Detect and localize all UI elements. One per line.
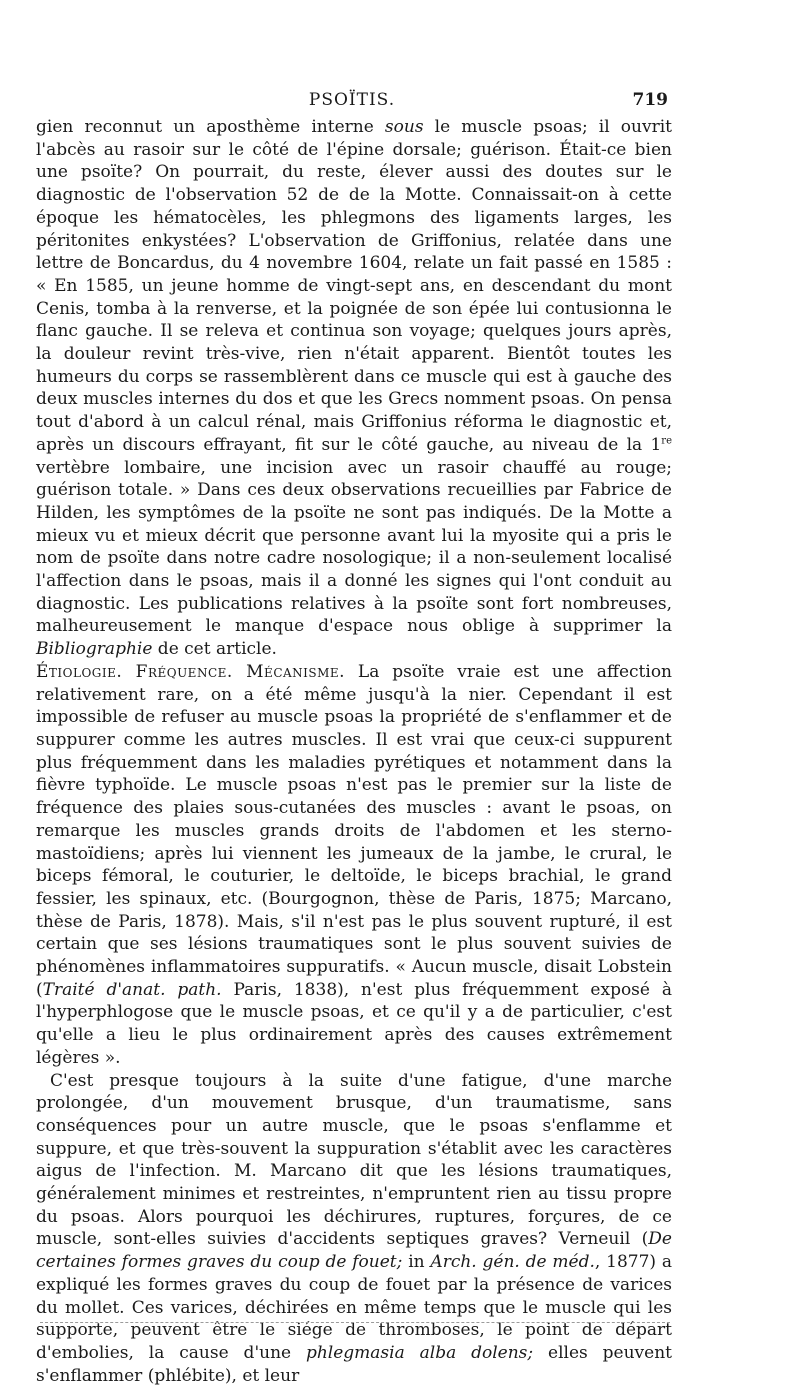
italic-text: Traité d'anat. path.	[42, 979, 222, 1000]
running-title: PSOÏTIS.	[308, 90, 396, 110]
page-body	[36, 116, 672, 1387]
italic-text: Arch. gén. de méd.	[430, 1252, 595, 1273]
paragraph-causes	[36, 1070, 672, 1387]
text-run: Paris, 1838), n'est plus fréquemment exposé à l'hyperphlogose que le muscle psoas, et ce qu'il y a de particulier, c'est qu'elle a lieu le plus ordinairement après des causes extrêmement légères ».	[36, 979, 673, 1068]
text-run: le muscle psoas; il ouvrit l'abcès au rasoir sur le côté de l'épine dorsale; guérison. Était-ce bien une psoïte? On pourrait, du reste, élever aussi des doutes sur le diagnostic de l'observation 52 de de la Motte. Connaissait-on à cette époque les hématocèles, les phlegmons des ligaments larges, les péritonites enkystées? L'observation de Griffonius, relatée dans une lettre de Boncardus, du 4 novembre 1604, relate un fait passé en 1585 : « En 1585, un jeune homme de vingt-sept ans, en descendant du mont Cenis, tomba à la renverse, et la poignée de son épée lui contusionna le flanc gauche. Il se releva et continua son voyage; quelques jours après, la douleur revint très-vive, rien n'était apparent. Bientôt toutes les humeurs du corps se rassemblèrent dans ce muscle qui est à gauche des deux muscles internes du dos et que les Grecs nomment psoas. On pensa tout d'abord à un calcul rénal, mais Griffonius réforma le diagnostic et, après un discours effrayant, fit sur le côté gauche, au niveau de la 1	[36, 117, 672, 455]
text-run: vertèbre lombaire, une incision avec un rasoir chauffé au rouge; guérison totale. » Dans ces deux observations recueillies par Fabrice de Hilden, les symptômes de la psoïte ne sont pas indiqués. De la Motte a mieux vu et mieux décrit que personne avant lui la myosite qui a pris le nom de psoïte dans notre cadre nosologique; il a non-seulement localisé l'affection dans le psoas, mais il a donné les signes qui l'ont conduit au diagnostic. Les publications relatives à la psoïte sont fort nombreuses, malheureusement le manque d'espace nous oblige à supprimer la	[36, 457, 672, 637]
text-run: La psoïte vraie est une affection relativement rare, on a été même jusqu'à la nier. Cependant il est impossible de refuser au muscle psoas la propriété de s'enflammer et de suppurer comme les autres muscles. Il est vrai que ceux-ci suppurent plus fréquemment dans les maladies pyrétiques et notamment dans la fièvre typhoïde. Le muscle psoas n'est pas le premier sur la liste de fréquence des plaies sous-cutanées des muscles : avant le psoas, on remarque les muscles grands droits de l'abdomen et les sterno-mastoïdiens; après lui viennent les jumeaux de la jambe, le crural, le biceps fémoral, le couturier, le deltoïde, le biceps brachial, le grand fessier, les spinaux, etc. (Bourgognon, thèse de Paris, 1875; Marcano, thèse de Paris, 1878). Mais, s'il n'est pas le plus souvent rupturé, il est certain que ses lésions traumatiques sont le plus souvent suivies de phénomènes inflammatoires suppuratifs. « Aucun muscle, disait Lobstein (	[36, 661, 672, 1000]
paragraph-etiology	[36, 661, 672, 1070]
paragraph-history	[36, 116, 672, 661]
section-heading: Étiologie. Fréquence. Mécanisme.	[36, 661, 346, 682]
italic-text: sous	[384, 117, 424, 137]
italic-text: Bibliographie	[36, 639, 153, 660]
bottom-dotted-rule	[40, 1322, 670, 1323]
text-run: in	[402, 1252, 431, 1273]
text-run: C'est presque toujours à la suite d'une fatigue, d'une marche prolongée, d'un mouvement brusque, d'un traumatisme, sans conséquences pour un autre muscle, que le psoas s'enflamme et suppure, et que très-souvent la suppuration s'établit avec les caractères aigus de l'infection. M. Marcano dit que les lésions traumatiques, généralement minimes et restreintes, n'empruntent rien au tissu propre du psoas. Alors pourquoi les déchirures, ruptures, forçures, de ce muscle, sont-elles suivies d'accidents septiques graves? Verneuil (	[36, 1070, 672, 1250]
text-run: gien reconnut un aposthème interne	[36, 117, 385, 137]
superscript: re	[661, 435, 672, 447]
page-header	[36, 90, 668, 112]
page-number: 719	[632, 90, 668, 110]
text-run: de cet article.	[152, 639, 277, 660]
text-run: , 1877) a expliqué les formes graves du coup de fouet par la présence de varices du mollet. Ces varices, déchirées en même temps que le muscle qui les supporte, peuvent être le siége de thromboses, le point de départ d'embolies, la cause d'une	[36, 1252, 672, 1363]
text-run: elles peuvent s'enflammer (phlébite), et leur	[36, 1342, 672, 1386]
italic-text: phlegmasia alba dolens;	[305, 1342, 534, 1363]
italic-text: De certaines formes graves du coup de fouet;	[36, 1229, 672, 1273]
